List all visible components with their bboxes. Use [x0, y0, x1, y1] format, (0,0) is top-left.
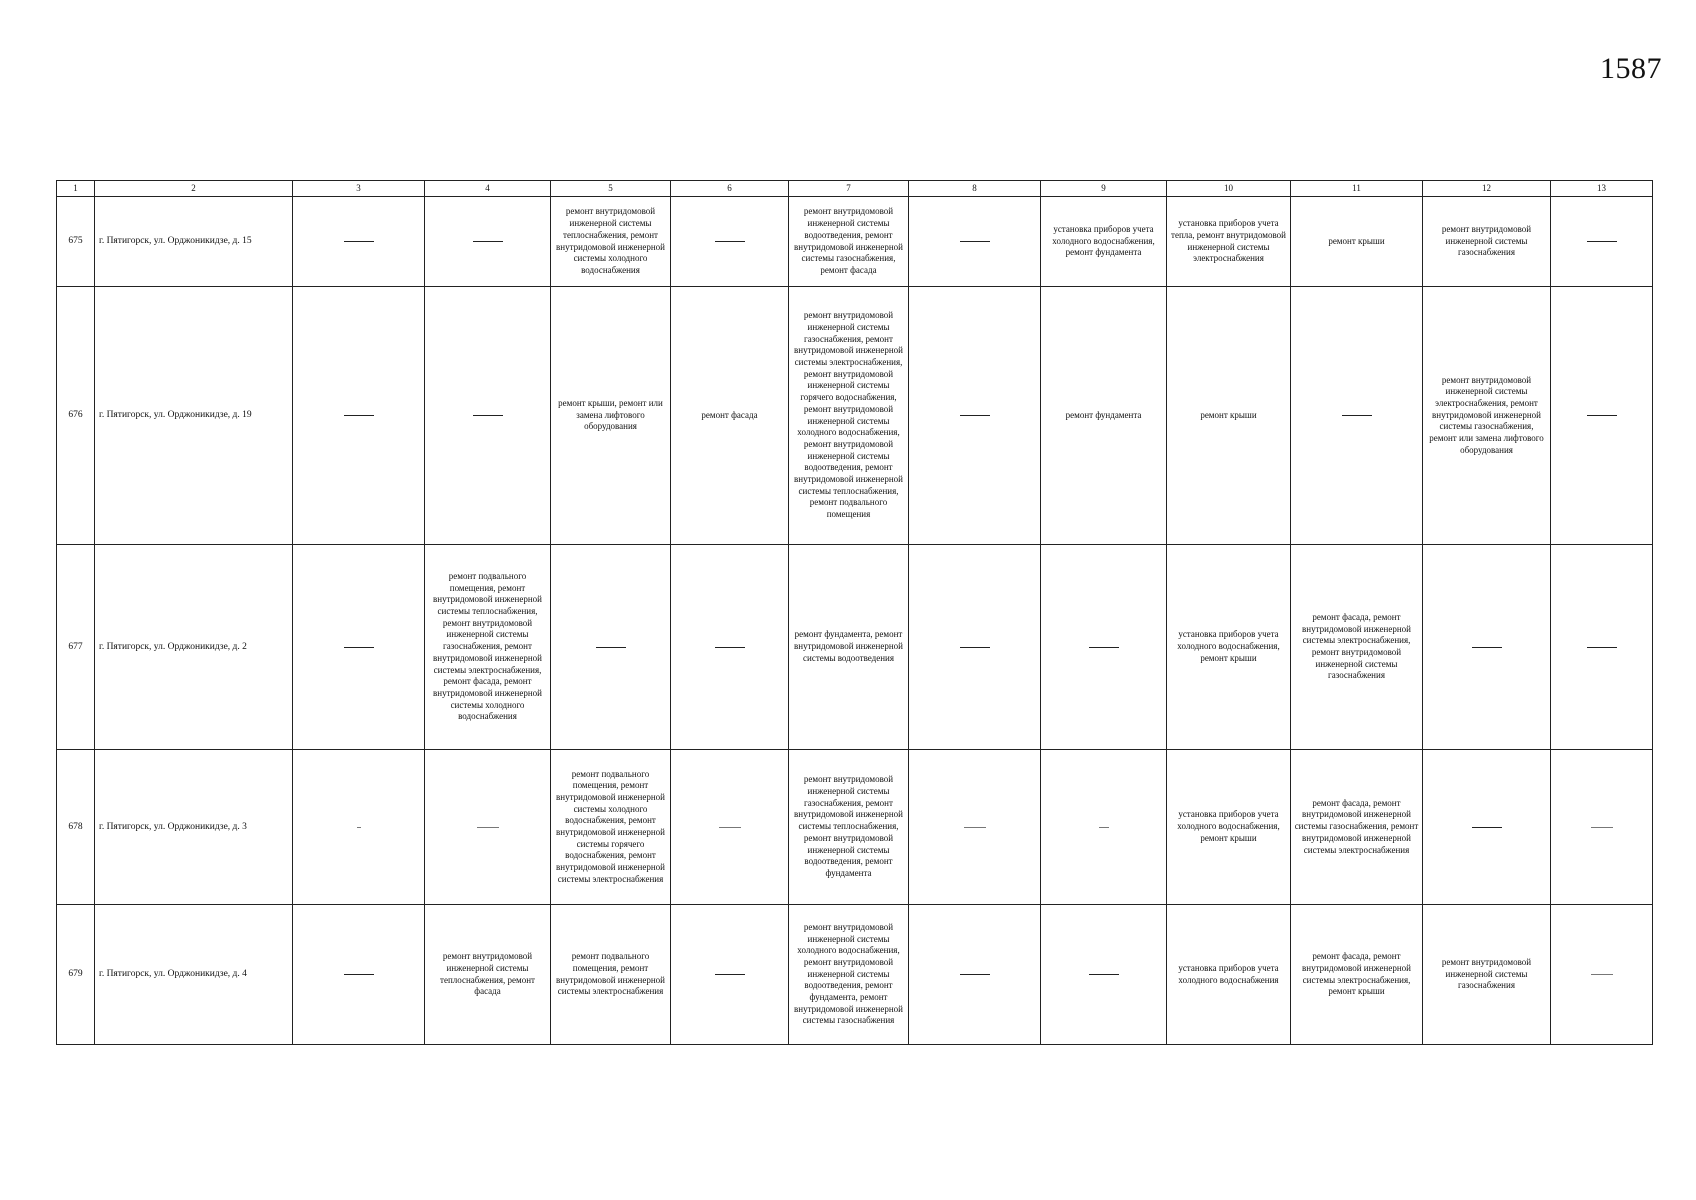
cell-works: ремонт подвального помещения, ремонт внутридомовой инженерной системы теплоснабжения, ремонт внутридомовой инженерной системы газоснабжения, ремонт внутридомовой инженерной системы электроснабжения, ремонт фасада, ремонт внутридомовой инженерной системы холодного водоснабжения — [425, 545, 551, 750]
row-address: г. Пятигорск, ул. Орджоникидзе, д. 15 — [95, 197, 293, 287]
row-address: г. Пятигорск, ул. Орджоникидзе, д. 19 — [95, 287, 293, 545]
cell-works: ремонт фасада — [671, 287, 789, 545]
row-address: г. Пятигорск, ул. Орджоникидзе, д. 3 — [95, 750, 293, 905]
row-address: г. Пятигорск, ул. Орджоникидзе, д. 2 — [95, 545, 293, 750]
cell-works: ремонт фасада, ремонт внутридомовой инженерной системы электроснабжения, ремонт крыши — [1291, 905, 1423, 1045]
col-header-1: 1 — [57, 181, 95, 197]
cell-works: ремонт внутридомовой инженерной системы теплоснабжения, ремонт фасада — [425, 905, 551, 1045]
cell-empty-dash — [671, 197, 789, 287]
cell-works: ремонт фундамента, ремонт внутридомовой инженерной системы водоотведения — [789, 545, 909, 750]
cell-works: ремонт подвального помещения, ремонт внутридомовой инженерной системы холодного водоснабжения, ремонт внутридомовой инженерной системы горячего водоснабжения, ремонт внутридомовой инженерной системы электроснабжения — [551, 750, 671, 905]
cell-works: установка приборов учета холодного водоснабжения — [1167, 905, 1291, 1045]
cell-works: ремонт внутридомовой инженерной системы газоснабжения — [1423, 197, 1551, 287]
row-number: 676 — [57, 287, 95, 545]
cell-works: ремонт подвального помещения, ремонт внутридомовой инженерной системы электроснабжения — [551, 905, 671, 1045]
row-address: г. Пятигорск, ул. Орджоникидзе, д. 4 — [95, 905, 293, 1045]
row-number: 675 — [57, 197, 95, 287]
cell-empty-dash — [671, 905, 789, 1045]
cell-empty-dash — [1551, 287, 1653, 545]
cell-empty-dash — [909, 545, 1041, 750]
cell-works: ремонт внутридомовой инженерной системы газоснабжения, ремонт внутридомовой инженерной системы теплоснабжения, ремонт внутридомовой инженерной системы водоотведения, ремонт фундамента — [789, 750, 909, 905]
table-row — [57, 905, 1653, 1045]
cell-empty-dash — [1551, 750, 1653, 905]
col-header-5: 5 — [551, 181, 671, 197]
col-header-12: 12 — [1423, 181, 1551, 197]
cell-empty-dash — [909, 287, 1041, 545]
cell-empty-dash — [425, 750, 551, 905]
cell-empty-dash — [425, 287, 551, 545]
cell-empty-dash — [1291, 287, 1423, 545]
row-number: 677 — [57, 545, 95, 750]
col-header-6: 6 — [671, 181, 789, 197]
cell-works: установка приборов учета тепла, ремонт внутридомовой инженерной системы электроснабжения — [1167, 197, 1291, 287]
table-row — [57, 287, 1653, 545]
cell-works: установка приборов учета холодного водоснабжения, ремонт крыши — [1167, 545, 1291, 750]
cell-works: ремонт внутридомовой инженерной системы холодного водоснабжения, ремонт внутридомовой инженерной системы водоотведения, ремонт фундамента, ремонт внутридомовой инженерной системы газоснабжения — [789, 905, 909, 1045]
cell-empty-dash — [293, 287, 425, 545]
column-number-row — [57, 181, 1653, 197]
cell-empty-dash — [293, 750, 425, 905]
cell-empty-dash — [909, 750, 1041, 905]
cell-empty-dash — [551, 545, 671, 750]
col-header-9: 9 — [1041, 181, 1167, 197]
table-row — [57, 197, 1653, 287]
cell-empty-dash — [1041, 545, 1167, 750]
cell-empty-dash — [1551, 197, 1653, 287]
cell-works: ремонт крыши, ремонт или замена лифтового оборудования — [551, 287, 671, 545]
col-header-8: 8 — [909, 181, 1041, 197]
page-number: 1587 — [1600, 52, 1662, 85]
cell-works: ремонт фундамента — [1041, 287, 1167, 545]
table-row — [57, 545, 1653, 750]
cell-empty-dash — [909, 197, 1041, 287]
cell-empty-dash — [1423, 750, 1551, 905]
cell-works: ремонт фасада, ремонт внутридомовой инженерной системы электроснабжения, ремонт внутридомовой инженерной системы газоснабжения — [1291, 545, 1423, 750]
col-header-7: 7 — [789, 181, 909, 197]
cell-empty-dash — [909, 905, 1041, 1045]
cell-works: ремонт крыши — [1167, 287, 1291, 545]
cell-empty-dash — [671, 750, 789, 905]
cell-works: ремонт внутридомовой инженерной системы газоснабжения, ремонт внутридомовой инженерной системы электроснабжения, ремонт внутридомовой инженерной системы горячего водоснабжения, ремонт внутридомовой инженерной системы холодного водоснабжения, ремонт внутридомовой инженерной системы водоотведения, ремонт внутридомовой инженерной системы теплоснабжения, ремонт подвального помещения — [789, 287, 909, 545]
cell-empty-dash — [1041, 750, 1167, 905]
cell-empty-dash — [671, 545, 789, 750]
cell-works: ремонт внутридомовой инженерной системы газоснабжения — [1423, 905, 1551, 1045]
col-header-11: 11 — [1291, 181, 1423, 197]
col-header-2: 2 — [95, 181, 293, 197]
cell-empty-dash — [1041, 905, 1167, 1045]
cell-empty-dash — [293, 545, 425, 750]
cell-empty-dash — [293, 197, 425, 287]
cell-works: ремонт внутридомовой инженерной системы водоотведения, ремонт внутридомовой инженерной системы газоснабжения, ремонт фасада — [789, 197, 909, 287]
cell-works: ремонт внутридомовой инженерной системы электроснабжения, ремонт внутридомовой инженерной системы газоснабжения, ремонт или замена лифтового оборудования — [1423, 287, 1551, 545]
cell-works: ремонт крыши — [1291, 197, 1423, 287]
table-row — [57, 750, 1653, 905]
cell-empty-dash — [1551, 905, 1653, 1045]
cell-works: установка приборов учета холодного водоснабжения, ремонт крыши — [1167, 750, 1291, 905]
row-number: 679 — [57, 905, 95, 1045]
cell-works: ремонт внутридомовой инженерной системы теплоснабжения, ремонт внутридомовой инженерной системы холодного водоснабжения — [551, 197, 671, 287]
repair-schedule-table — [56, 180, 1653, 1045]
cell-empty-dash — [293, 905, 425, 1045]
col-header-10: 10 — [1167, 181, 1291, 197]
row-number: 678 — [57, 750, 95, 905]
cell-works: установка приборов учета холодного водоснабжения, ремонт фундамента — [1041, 197, 1167, 287]
cell-empty-dash — [1551, 545, 1653, 750]
col-header-4: 4 — [425, 181, 551, 197]
cell-empty-dash — [425, 197, 551, 287]
cell-empty-dash — [1423, 545, 1551, 750]
cell-works: ремонт фасада, ремонт внутридомовой инженерной системы газоснабжения, ремонт внутридомовой инженерной системы электроснабжения — [1291, 750, 1423, 905]
col-header-13: 13 — [1551, 181, 1653, 197]
col-header-3: 3 — [293, 181, 425, 197]
